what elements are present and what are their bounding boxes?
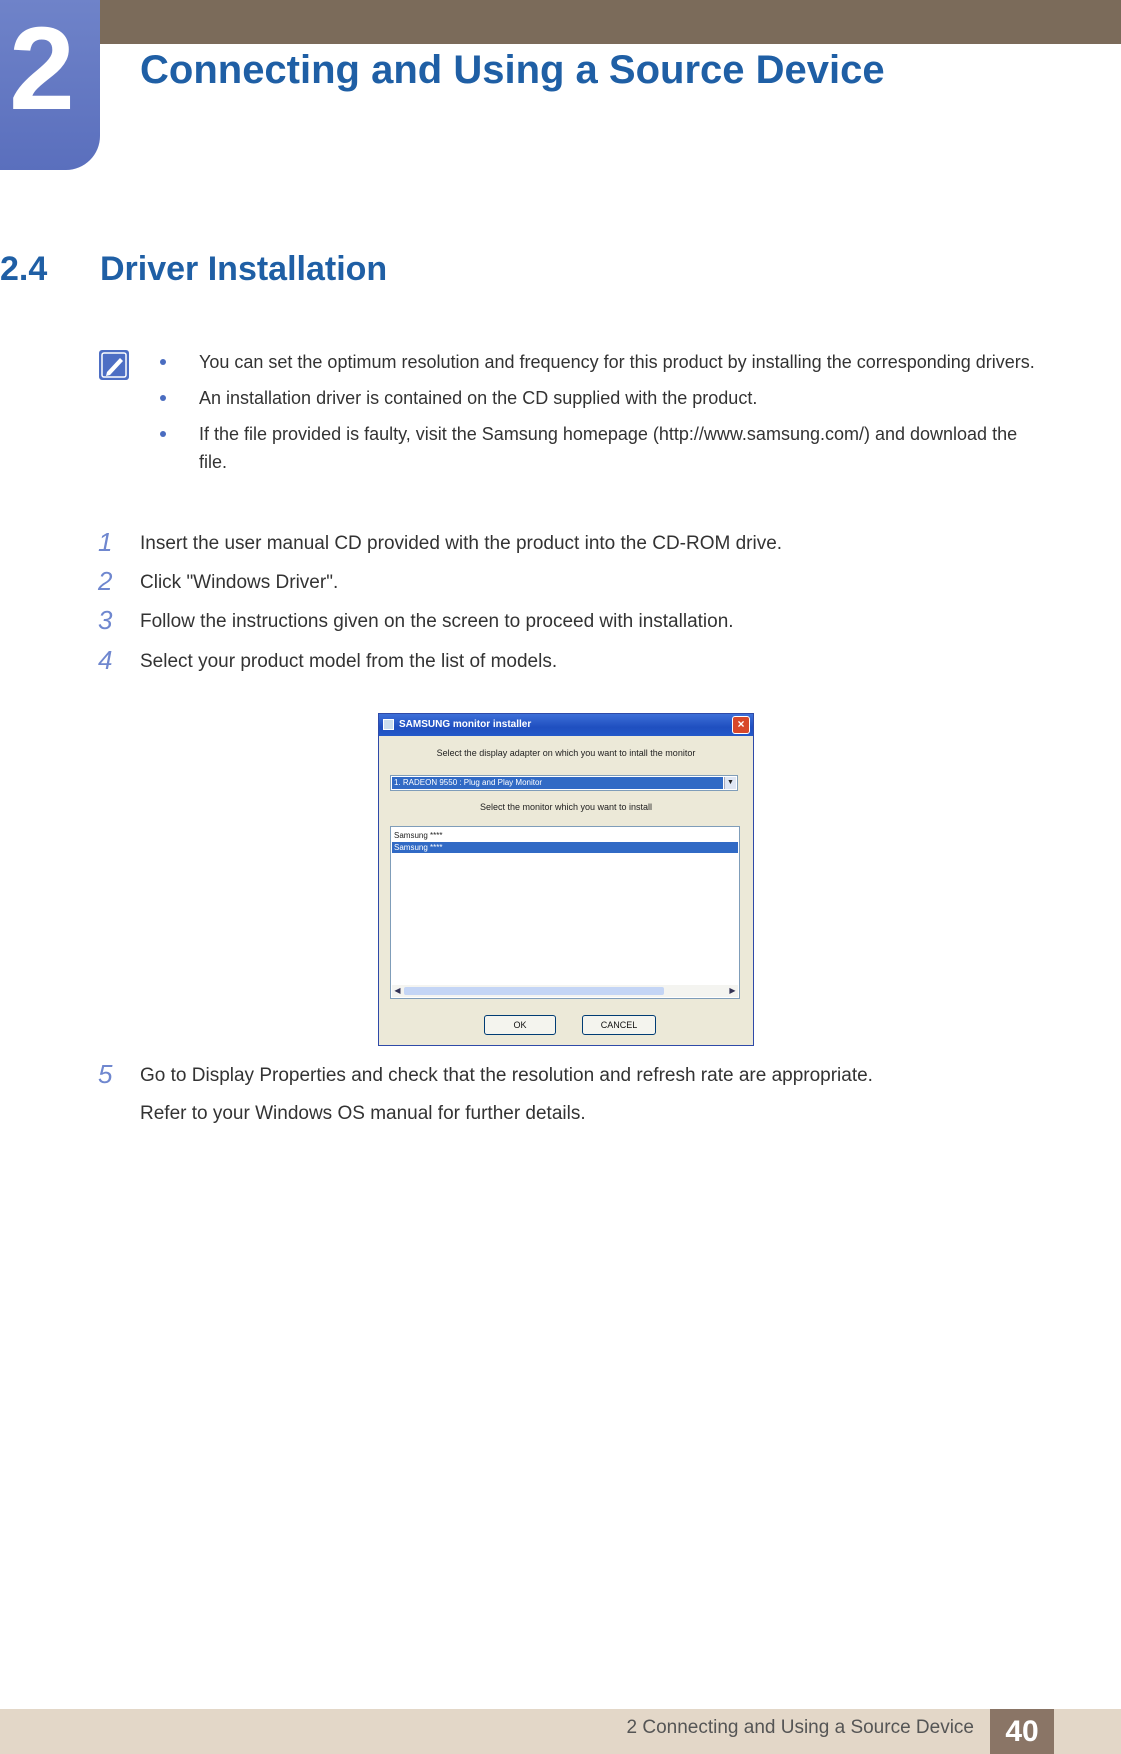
scrollbar-thumb[interactable] <box>404 987 664 995</box>
note-icon <box>98 349 130 381</box>
horizontal-scrollbar[interactable] <box>392 985 738 997</box>
app-icon <box>383 719 394 730</box>
bullet-icon <box>160 395 166 401</box>
close-icon[interactable]: × <box>732 716 750 734</box>
chapter-tab <box>0 0 100 170</box>
step-text: Select your product model from the list of models. <box>140 651 558 672</box>
step-text: Click "Windows Driver". <box>140 572 339 593</box>
step-number: 5 <box>98 1059 113 1089</box>
step-number: 2 <box>98 566 113 596</box>
list-item[interactable]: Samsung **** <box>394 831 443 840</box>
note-item: An installation driver is contained on the CD supplied with the product. <box>160 384 1040 412</box>
step-number: 3 <box>98 605 113 635</box>
notes-list <box>160 348 1040 484</box>
installer-dialog <box>378 713 754 1046</box>
note-item: If the file provided is faulty, visit the Samsung homepage (http://www.samsung.com/) and download the file. <box>160 420 1040 476</box>
header-bar <box>0 0 1121 44</box>
dialog-title: SAMSUNG monitor installer <box>399 719 532 730</box>
adapter-selected-value: 1. RADEON 9550 : Plug and Play Monitor <box>392 777 723 789</box>
step-number: 1 <box>98 527 113 557</box>
adapter-select[interactable] <box>390 775 738 791</box>
section-title: Driver Installation <box>100 250 388 288</box>
cancel-button[interactable]: CANCEL <box>582 1015 656 1035</box>
step-text: Follow the instructions given on the screen to proceed with installation. <box>140 611 734 632</box>
chevron-down-icon[interactable]: ▼ <box>724 777 736 789</box>
chapter-number: 2 <box>9 3 75 135</box>
dialog-title-bar <box>379 714 753 736</box>
step-followup-text: Refer to your Windows OS manual for further details. <box>140 1103 586 1124</box>
step-text: Insert the user manual CD provided with the product into the CD-ROM drive. <box>140 533 783 554</box>
list-item-selected[interactable]: Samsung **** <box>392 842 738 853</box>
chapter-title: Connecting and Using a Source Device <box>140 48 885 92</box>
page-number: 40 <box>990 1709 1054 1754</box>
scroll-left-icon[interactable]: ◀ <box>394 986 401 995</box>
scroll-right-icon[interactable]: ▶ <box>729 986 736 995</box>
ok-button[interactable]: OK <box>484 1015 556 1035</box>
section-heading <box>0 250 387 289</box>
bullet-icon <box>160 431 166 437</box>
footer-chapter-title: 2 Connecting and Using a Source Device <box>626 1717 974 1738</box>
monitor-label: Select the monitor which you want to install <box>479 802 653 812</box>
step-text: Go to Display Properties and check that the resolution and refresh rate are appropriate. <box>140 1065 873 1086</box>
monitor-list[interactable] <box>390 826 740 999</box>
step-number: 4 <box>98 645 113 675</box>
bullet-icon <box>160 359 166 365</box>
note-item: You can set the optimum resolution and frequency for this product by installing the corresponding drivers. <box>160 348 1040 376</box>
adapter-label: Select the display adapter on which you want to intall the monitor <box>436 748 696 758</box>
section-number: 2.4 <box>0 250 48 288</box>
